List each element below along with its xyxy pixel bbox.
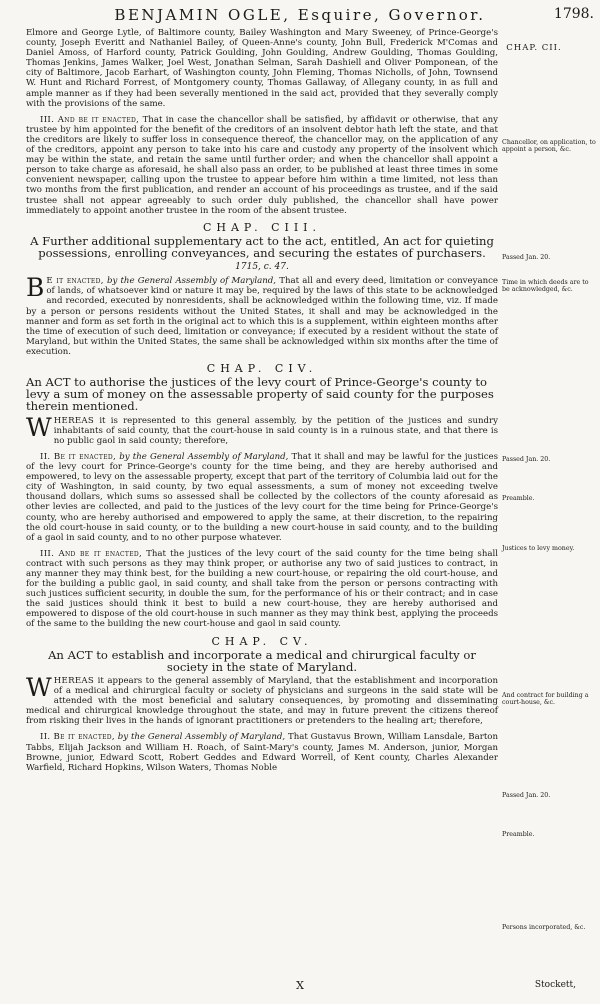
margin-note-incorporated: Persons incorporated, &c. xyxy=(502,924,586,931)
margin-note-passed-civ: Passed Jan. 20. xyxy=(502,456,551,463)
margin-note-preamble-cv: Preamble. xyxy=(502,831,535,838)
chapter-number-cv: CHAP. CV. xyxy=(211,634,313,648)
chapter-number-ciii: CHAP. CIII. xyxy=(202,220,322,234)
chapter-heading-civ: An ACT to authorise the justices of the levy court of Prince-George's county to levy a sum of money on the assessable property of said county for the purposes therein mentioned. xyxy=(26,375,494,414)
section-text: That in case the chancellor shall be satisfied, by affidavit or otherwise, that any trustee by him appointed for the benefit of the creditors of an insolvent debtor hath left the state, and that the creditors are likely to suffer loss in consequence thereof, the chancellor may, on the application of any of the creditors, appoint any person to take into his care and custody any property of the insolvent which may be within the state, and retain the same until further order; and when the chancellor shall appoint a person to take charge as aforesaid, he shall also pass an order, to be published at least three times in some convenient newspaper, calling upon the trustee to appear before him within a time limited, not less than two months from the first publication, and render an account of his proceedings as trustee, and if the said trustee shall not appear agreeably to such order duly published, the chancellor shall have power immediately to appoint another trustee in the room of the absent trustee. xyxy=(26,114,499,216)
catchword: Stockett, xyxy=(534,980,576,990)
drop-cap: W xyxy=(26,672,52,702)
margin-note-deeds: Time in which deeds are to be acknowledged, &c. xyxy=(502,279,589,294)
section-iii-chancellor xyxy=(26,115,498,216)
section-lead: II. Be it enacted, xyxy=(40,732,115,743)
chapter-heading-ciii xyxy=(26,235,498,274)
margin-chap-ref: CHAP. CII. xyxy=(506,43,562,53)
chap-civ-section-ii xyxy=(26,452,498,543)
margin-note-preamble-civ: Preamble. xyxy=(502,495,535,502)
chap-ciii-enactment xyxy=(26,273,499,357)
preamble-lead: HEREAS xyxy=(53,415,95,426)
section-text: That it shall and may be lawful for the justices of the levy court for Prince-George's county for the time being, and they are hereby authorised and empowered, to levy on the assessable property, except that part of the territory of Columbia laid out for the city of Washington, in said county, by two equal assessments, a sum of money not exceeding twelve thousand dollars, which sums so assessed shall be collected by the collectors of the county aforesaid as other levies are collected, and paid to the justices of the levy court for the time being for Prince-George's county, who are hereby authorised and empowered to apply the same, at their discretion, to the repairing the old court-house in said county, or to the building a new court-house in said county, and to the building of a gaol in said county, and to no other purpose whatever. xyxy=(26,451,498,543)
signature-mark: X xyxy=(296,979,304,992)
section-lead: II. Be it enacted, xyxy=(40,451,117,462)
enactment-authority: by the General Assembly of Maryland, xyxy=(106,276,277,287)
margin-note-chancellor: Chancellor, on application, to appoint a person, &c. xyxy=(502,139,596,154)
margin-note-passed-ciii: Passed Jan. 20. xyxy=(502,254,551,261)
section-text: That Gustavus Brown, William Lansdale, Barton Tabbs, Elijah Jackson and William H. Roach, of Saint-Mary's county, James M. Anderson, junior, Morgan Browne, junior, Edward Scott, Robert Geddes and Edward Worrell, of Kent county, Charles Alexander Warfield, Richard Hopkins, Wilson Waters, Thomas Noble xyxy=(26,732,498,773)
running-header xyxy=(0,4,600,26)
section-lead: III. And be it enacted, xyxy=(40,548,143,559)
section-authority: by the General Assembly of Maryland, xyxy=(119,451,289,462)
preamble-text: it appears to the general assembly of Maryland, that the establishment and incorporation of a medical and chirurgical faculty or society of physicians and surgeons in the said state will be attended with the most beneficial and salutary consequences, by promoting and disseminating medical and chirurgical knowledge throughout the state, and may in future prevent the citizens thereof from risking their lives in the hands of ignorant practitioners or pretenders to the healing art; therefore, xyxy=(26,675,499,727)
page-year: 1798. xyxy=(553,6,594,22)
chapter-number-civ: CHAP. CIV. xyxy=(206,362,318,376)
page-footer xyxy=(0,979,600,999)
chap-cii-continuation: Elmore and George Lytle, of Baltimore county, Bailey Washington and Mary Sweeney, of Prince-George's county, Joseph Everitt and Nathaniel Bailey, of Queen-Anne's county, John Bull, Frederick M'Comas and Daniel Amoss, of Harford county, Patrick Goulding, John Goulding, Andrew Goulding, Thomas Goulding, Thomas Jenkins, James Walker, Joel West, Jonathan Selman, Sarah Dashiell and Oliver Pomponean, of the city of Baltimore, Jacob Earhart, of Washington county, John Fleming, Thomas Nicholls, of John, Townsend W. Hunt and Richard Forrest, of Montgomery county, Thomas Gallaway, of Allegany county, in as full and ample manner as if they had been severally mentioned in the said act, provided that they severally comply with the provisions of the same. xyxy=(26,28,498,109)
enactment-text: That all and every deed, limitation or conveyance of lands, of whatsoever kind or nature it may be, required by the laws of this state to be acknowledged and recorded, executed by nonresidents, shall be acknowledged within the following time, viz. If made by a person or persons residents without the United States, it shall and may be acknowledged in the manner and form as set forth in the original act to which this is a supplement, within eighteen months after the time of execution of such deed, limitation or conveyance; if executed by a resident without the state of Maryland, but within the United States, the same shall be acknowledged within six months after the time of execution. xyxy=(26,276,499,357)
margin-note-contract: And contract for building a court-house, &c. xyxy=(502,692,589,707)
preamble-lead: HEREAS xyxy=(53,675,95,686)
drop-cap: W xyxy=(26,412,52,442)
margin-note-levy: Justices to levy money. xyxy=(502,545,575,552)
margin-note-passed-cv: Passed Jan. 20. xyxy=(502,792,551,799)
section-text: That the justices of the levy court of the said county for the time being shall contract with such persons as they may think proper, or authorise any two of said justices to contract, in any manner they may think best, for the building a new court-house, or repairing the old court-house, and for the building a public gaol, in said county, and shall take from the person or persons contracting with such justices sufficient security, in double the sum, for the performance of his or their contract; and in case the said justices should think it best to build a new court-house, they are hereby authorised and empowered to dispose of the old court-house in such manner as they may think best, applying the proceeds of the same to the building the new court-house and gaol in said county. xyxy=(26,548,498,630)
chap-civ-section-iii xyxy=(26,549,498,630)
section-authority: by the General Assembly of Maryland, xyxy=(117,732,286,743)
handwritten-annotation: 1715, c. 47. xyxy=(235,262,289,273)
main-text-column xyxy=(26,28,498,773)
chap-civ-preamble xyxy=(26,412,498,446)
chap-cv-preamble xyxy=(26,672,499,727)
running-title: BENJAMIN OGLE, Esquire, Governor. xyxy=(114,6,486,24)
section-lead: III. And be it enacted, xyxy=(40,114,140,125)
chapter-title: A Further additional supplementary act to the act, entitled, An act for quieting possessions, enrolling conveyances, and securing the estates of purchasers. xyxy=(30,233,494,260)
preamble-text: it is represented to this general assembly, by the petition of the justices and sundry inhabitants of said county, that the court-house in said county is in a ruinous state, and that there is no public gaol in said county; therefore, xyxy=(53,415,498,446)
chapter-heading-cv: An ACT to establish and incorporate a medical and chirurgical faculty or society in the state of Maryland. xyxy=(48,647,476,674)
enactment-lead: E it enacted, xyxy=(46,276,104,287)
drop-cap: B xyxy=(26,273,45,303)
chap-cv-section-ii xyxy=(26,732,498,772)
